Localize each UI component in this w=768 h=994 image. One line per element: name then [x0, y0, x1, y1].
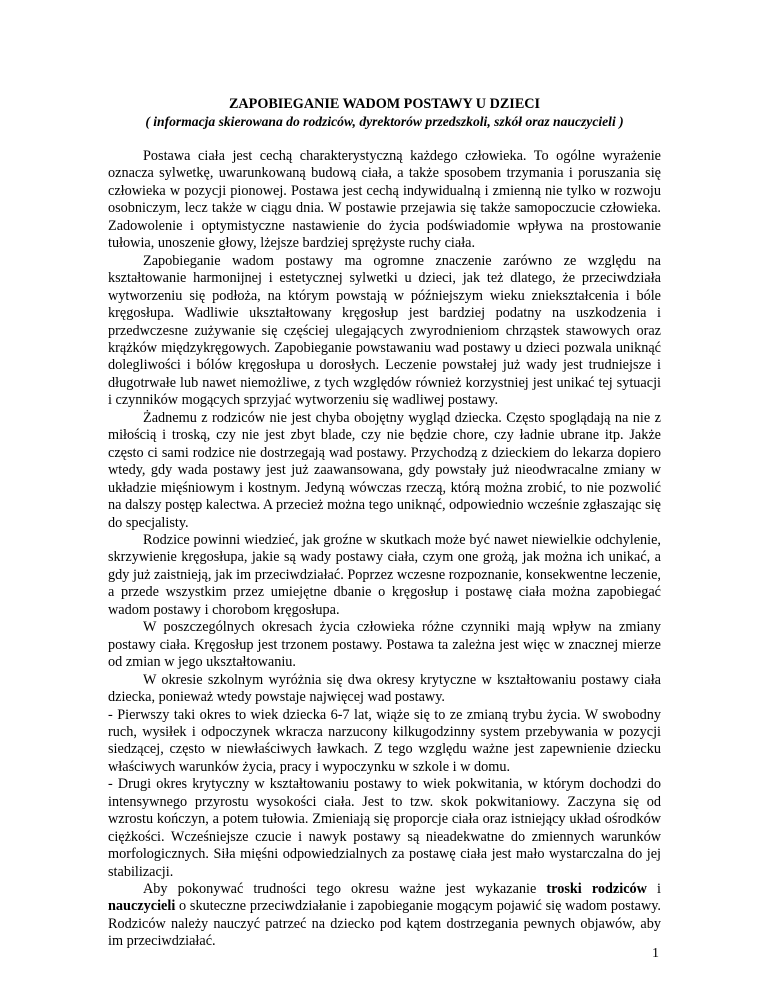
- paragraph-conclusion: [108, 881, 661, 951]
- page-number: 1: [652, 946, 659, 961]
- paragraph-critical-periods: W okresie szkolnym wyróżnia się dwa okresy krytyczne w kształtowaniu postawy ciała dziecka, ponieważ wtedy powstaje najwięcej wad postawy.: [108, 671, 661, 706]
- conclusion-text-2: i: [646, 881, 661, 898]
- paragraph-intro: Postawa ciała jest cechą charakterystyczną każdego człowieka. To ogólne wyrażenie oznacza sylwetkę, uwarunkowaną budową ciała, a także sposobem trzymania i poruszania się człowieka w pozycji pionowej. Postawa jest cechą indywidualną i zmienną nie tylko w rozwoju osobniczym, lecz także w ciągu dnia. W postawie przejawia się także samopoczucie człowieka. Zadowolenie i optymistyczne nastawienie do życia podświadomie wpływa na prostowanie tułowia, unoszenie głowy, lżejsze bardziej sprężyste ruchy ciała.: [108, 148, 661, 252]
- list-item-first-period: - Pierwszy taki okres to wiek dziecka 6-7 lat, wiąże się to ze zmianą trybu życia. W swobodny ruch, wysiłek i odpoczynek wkracza narzucony kilkugodzinny system przebywania w pozycji siedzącej, często w niewłaściwych ławkach. Z tego względu ważne jest zapewnienie dziecku właściwych warunków życia, pracy i wypoczynku w szkole i w domu.: [108, 706, 661, 775]
- paragraph-life-periods: W poszczególnych okresach życia człowieka różne czynniki mają wpływ na zmiany postawy ciała. Kręgosłup jest trzonem postawy. Postawa ta zależna jest więc w znacznej mierze od zmian w jego ukształtowaniu.: [108, 619, 661, 671]
- list-item-second-period: - Drugi okres krytyczny w kształtowaniu postawy to wiek pokwitania, w którym dochodzi do intensywnego przyrostu wysokości ciała. Jest to tzw. skok pokwitaniowy. Zaczyna się od wzrostu kończyn, a potem tułowia. Zmieniają się proporcje ciała oraz istniejący układ ośrodków ciężkości. Wcześniejsze czucie i nawyk postawy są nieadekwatne do zmiennych warunków morfologicznych. Siła mięśni odpowiedzialnych za postawę ciała jest mało wystarczalna do jej stabilizacji.: [108, 776, 661, 880]
- document-subtitle: ( informacja skierowana do rodziców, dyrektorów przedszkoli, szkół oraz nauczycieli ): [145, 114, 624, 129]
- document-body: [108, 148, 661, 951]
- document-title: ZAPOBIEGANIE WADOM POSTAWY U DZIECI: [228, 96, 541, 112]
- paragraph-parents-knowledge: Rodzice powinni wiedzieć, jak groźne w skutkach może być nawet niewielkie odchylenie, skrzywienie kręgosłupa, jakie są wady postawy ciała, czym one grożą, jak można ich unikać, a gdy już zaistnieją, jak im przeciwdziałać. Poprzez wczesne rozpoznanie, konsekwentne leczenie, a przede wszystkim przez umiejętne dbanie o kręgosłup i postawę ciała można zapobiegać wadom postawy i chorobom kręgosłupa.: [108, 531, 661, 618]
- conclusion-text-1: Aby pokonywać trudności tego okresu ważne jest wykazanie: [143, 881, 547, 898]
- paragraph-parents-view: Żadnemu z rodziców nie jest chyba obojętny wygląd dziecka. Często spoglądają na nie z miłością i troską, czy nie jest zbyt blade, czy nie będzie chore, czy ładnie ubrane itp. Jakże często ci sami rodzice nie dostrzegają wad postawy. Przychodzą z dzieckiem do lekarza dopiero wtedy, gdy wada postawy jest już zaawansowana, gdy powstały już nieodwracalne zmiany w układzie mięśniowym i kostnym. Jedyną wówczas rzeczą, którą można zrobić, to nie pozwolić na dalszy postęp kalectwa. A przecież można tego uniknąć, odpowiednio wcześnie zgłaszając się do specjalisty.: [108, 409, 661, 531]
- conclusion-bold-parents: troski rodziców: [546, 881, 647, 898]
- document-header: [108, 95, 661, 131]
- conclusion-bold-teachers: nauczycieli: [108, 898, 176, 915]
- conclusion-text-3: o skuteczne przeciwdziałanie i zapobieganie mogącym pojawić się wadom postawy. Rodziców należy nauczyć patrzeć na dziecko pod kątem dostrzegania pewnych objawów, aby im przeciwdziałać.: [108, 898, 661, 950]
- paragraph-prevention: Zapobieganie wadom postawy ma ogromne znaczenie zarówno ze względu na kształtowanie harmonijnej i estetycznej sylwetki u dzieci, jak też dlatego, że przeciwdziała wytworzeniu się podłoża, na którym powstają w późniejszym wieku zniekształcenia i bóle kręgosłupa. Wadliwie ukształtowany kręgosłup jest bardziej podatny na uszkodzenia i przedwczesne zużywanie się częściej ulegających zwyrodnieniom chrząstek stawowych oraz krążków międzykręgowych. Zapobieganie powstawaniu wad postawy u dzieci pozwala uniknąć dolegliwości i bólów kręgosłupa u dorosłych. Leczenie powstałej już wady jest trudniejsze i długotrwałe lub nawet niemożliwe, z tych względów również korzystniej jest unikać tej sytuacji i czynników mogących sprzyjać wytworzeniu się wadliwej postawy.: [108, 252, 661, 409]
